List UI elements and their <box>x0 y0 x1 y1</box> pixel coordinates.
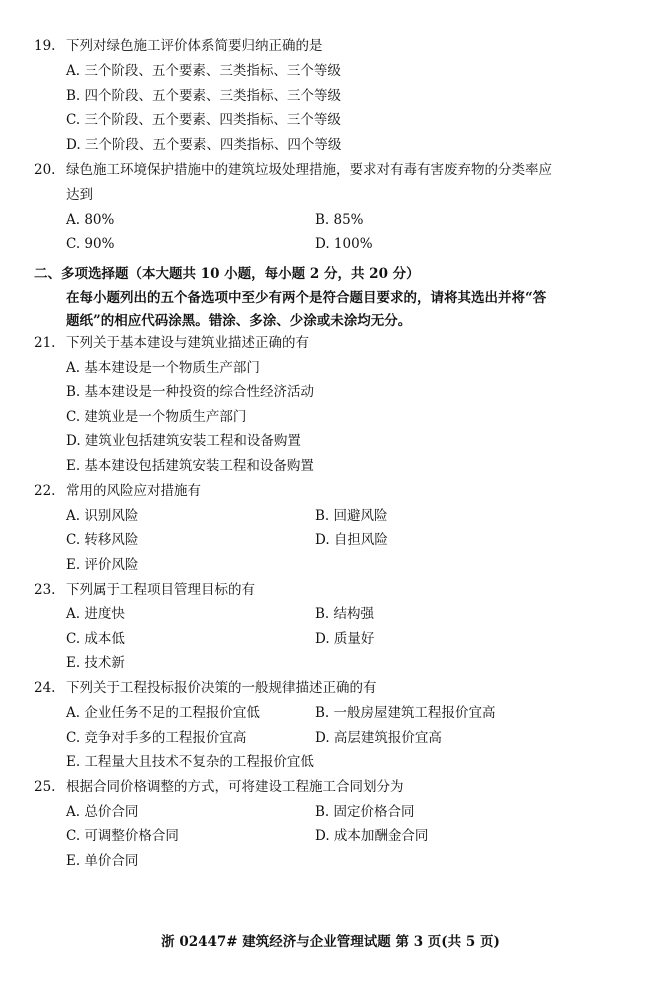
section-2-instruction-line2: 题纸”的相应代码涂黑。错涂、多涂、少涂或未涂均无分。 <box>66 313 412 329</box>
question-20-option-b: B. 85% <box>315 212 364 228</box>
question-24-option-d: D. 高层建筑报价宜高 <box>315 730 442 746</box>
question-23-stem: 下列属于工程项目管理目标的有 <box>66 582 255 598</box>
question-19-number: 19. <box>34 38 56 54</box>
question-21-option-d: D. 建筑业包括建筑安装工程和设备购置 <box>66 433 301 449</box>
question-25-option-c: C. 可调整价格合同 <box>66 828 179 844</box>
question-22-option-e: E. 评价风险 <box>66 557 139 573</box>
question-21-option-b: B. 基本建设是一种投资的综合性经济活动 <box>66 384 315 400</box>
question-20-option-d: D. 100% <box>315 236 373 252</box>
question-19-option-a: A. 三个阶段、五个要素、三类指标、三个等级 <box>66 63 341 79</box>
question-23-option-b: B. 结构强 <box>315 606 375 622</box>
question-23-number: 23. <box>34 582 56 598</box>
question-22-option-c: C. 转移风险 <box>66 532 139 548</box>
question-22-number: 22. <box>34 483 56 499</box>
question-24-number: 24. <box>34 680 56 696</box>
question-20-stem-line1: 绿色施工环境保护措施中的建筑垃圾处理措施，要求对有毒有害废弃物的分类率应 <box>66 162 552 178</box>
question-21-option-c: C. 建筑业是一个物质生产部门 <box>66 409 247 425</box>
question-25-option-e: E. 单价合同 <box>66 853 139 869</box>
question-22-stem: 常用的风险应对措施有 <box>66 483 201 499</box>
question-24-option-a: A. 企业任务不足的工程报价宜低 <box>66 705 260 721</box>
question-23-option-e: E. 技术新 <box>66 655 125 671</box>
question-24-option-e: E. 工程量大且技术不复杂的工程报价宜低 <box>66 754 314 770</box>
question-19-option-d: D. 三个阶段、五个要素、四类指标、四个等级 <box>66 137 342 153</box>
question-20-option-c: C. 90% <box>66 236 115 252</box>
question-20-stem-line2: 达到 <box>66 187 93 203</box>
question-25-option-b: B. 固定价格合同 <box>315 804 415 820</box>
question-21-number: 21. <box>34 335 56 351</box>
question-25-option-a: A. 总价合同 <box>66 804 139 820</box>
question-19-option-c: C. 三个阶段、五个要素、四类指标、三个等级 <box>66 112 341 128</box>
question-22-option-b: B. 回避风险 <box>315 508 388 524</box>
question-25-number: 25. <box>34 779 56 795</box>
question-24-option-b: B. 一般房屋建筑工程报价宜高 <box>315 705 496 721</box>
question-22-option-d: D. 自担风险 <box>315 532 388 548</box>
question-23-option-d: D. 质量好 <box>315 631 375 647</box>
question-24-stem: 下列关于工程投标报价决策的一般规律描述正确的有 <box>66 680 377 696</box>
question-25-option-d: D. 成本加酬金合同 <box>315 828 429 844</box>
question-21-option-a: A. 基本建设是一个物质生产部门 <box>66 360 260 376</box>
question-19-option-b: B. 四个阶段、五个要素、三类指标、三个等级 <box>66 88 342 104</box>
section-2-instruction-line1: 在每小题列出的五个备选项中至少有两个是符合题目要求的，请将其选出并将“答 <box>66 290 547 306</box>
question-20-number: 20. <box>34 162 56 178</box>
question-23-option-c: C. 成本低 <box>66 631 125 647</box>
question-25-stem: 根据合同价格调整的方式，可将建设工程施工合同划分为 <box>66 779 404 795</box>
question-21-stem: 下列关于基本建设与建筑业描述正确的有 <box>66 335 309 351</box>
question-20-option-a: A. 80% <box>66 212 115 228</box>
section-2-title: 二、多项选择题（本大题共 10 小题，每小题 2 分，共 20 分） <box>34 266 420 282</box>
question-19-stem: 下列对绿色施工评价体系简要归纳正确的是 <box>66 38 323 54</box>
question-22-option-a: A. 识别风险 <box>66 508 139 524</box>
question-23-option-a: A. 进度快 <box>66 606 125 622</box>
page-footer: 浙 02447# 建筑经济与企业管理试题 第 3 页(共 5 页) <box>161 934 500 950</box>
question-24-option-c: C. 竞争对手多的工程报价宜高 <box>66 730 247 746</box>
question-21-option-e: E. 基本建设包括建筑安装工程和设备购置 <box>66 458 314 474</box>
